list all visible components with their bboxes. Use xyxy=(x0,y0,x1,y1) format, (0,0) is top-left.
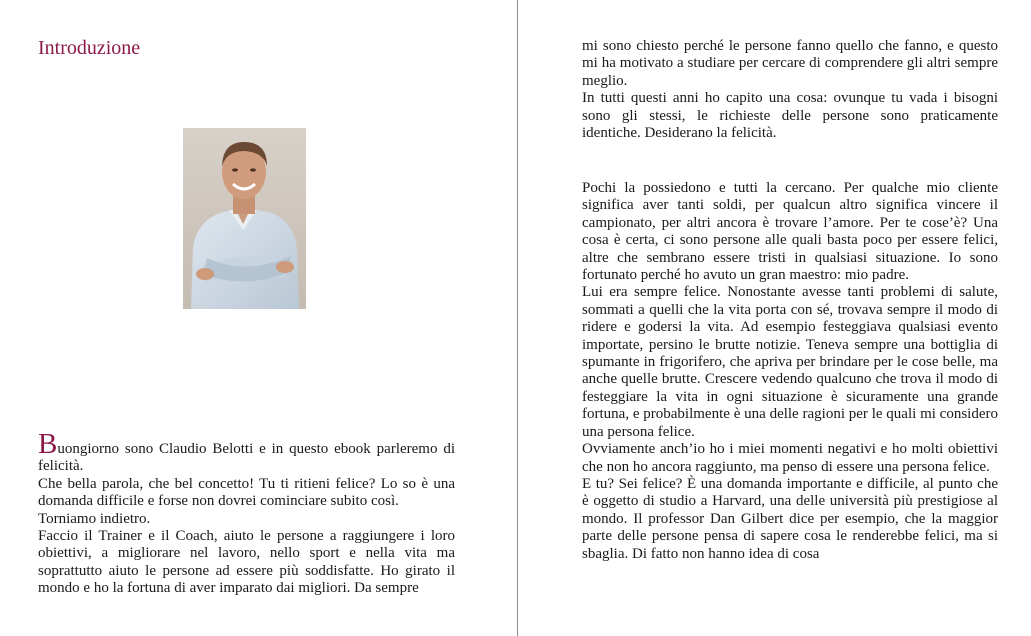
main-paragraph-2: Lui era sempre felice. Nonostante avesse tanti problemi di salute, sommati a quelli che la vita porta con sé, trovava sempre il modo di ridere e godersi la vita. Ad esempio festeggiava qualsiasi evento importate, persino le brutte notizie. Teneva sempre una bottiglia di spumante in frigorifero, che apriva per brindare per le cose belle, ma anche quelle brutte. Crescere vedendo qualcuno che trova il modo di festeggiare la vita in ogni situazione è sicuramente una grande fortuna, e probabilmente è una delle ragioni per le quali mi considero una persona felice. xyxy=(582,284,998,440)
intro-paragraph-3: Torniamo indietro. xyxy=(38,510,151,527)
chapter-title: Introduzione xyxy=(38,37,141,59)
intro-paragraph-1: Buongiorno sono Claudio Belotti e in questo ebook parleremo di felicità. xyxy=(38,428,455,475)
main-text xyxy=(582,180,998,563)
continued-paragraph-1: mi sono chiesto perché le persone fanno quello che fanno, e questo mi ha motivato a studiare per cercare di comprendere gli altri sempre meglio. xyxy=(582,38,998,89)
main-paragraph-4: E tu? Sei felice? È una domanda importante e difficile, al punto che è oggetto di studio a Harvard, una delle università più prestigiose al mondo. Il professor Dan Gilbert dice per esempio, che la maggior parte delle persone pensa di sapere cosa le renderebbe felici, ma si sbaglia. Di fatto non hanno idea di cosa xyxy=(582,475,998,562)
author-photo xyxy=(183,128,306,309)
intro-text xyxy=(38,428,455,598)
main-paragraph-3: Ovviamente anch’io ho i miei momenti negativi e ho molti obiettivi che non ho ancora raggiunto, ma penso di essere una persona felice. xyxy=(582,441,998,475)
continued-paragraph-2: In tutti questi anni ho capito una cosa: ovunque tu vada i bisogni sono gli stessi, le richieste delle persone sono praticamente identiche. Desiderano la felicità. xyxy=(582,90,998,142)
intro-paragraph-2: Che bella parola, che bel concetto! Tu ti ritieni felice? Lo so è una domanda difficile e forse non dovrei cominciare subito così. xyxy=(38,475,455,510)
drop-cap: B xyxy=(38,428,58,460)
intro-paragraph-4: Faccio il Trainer e il Coach, aiuto le persone a raggiungere i loro obiettivi, a migliorare nel lavoro, nello sport e nella vita ma soprattutto aiuto le persone ad essere più soddisfatte. Ho girato il mondo e ho la fortuna di aver imparato dai migliori. Da sempre xyxy=(38,528,455,597)
continued-text xyxy=(582,38,998,142)
main-paragraph-1: Pochi la possiedono e tutti la cercano. Per qualche mio cliente significa aver tanti soldi, per qualcun altro significa vincere il campionato, per altri ancora è trovare l’amore. Per te cose’è? Una cosa è certa, ci sono persone alle quali basta poco per essere felici, altre che sembrano essere tristi in qualsiasi situazione. Io sono fortunato perché ho avuto un gran maestro: mio padre. xyxy=(582,180,998,284)
